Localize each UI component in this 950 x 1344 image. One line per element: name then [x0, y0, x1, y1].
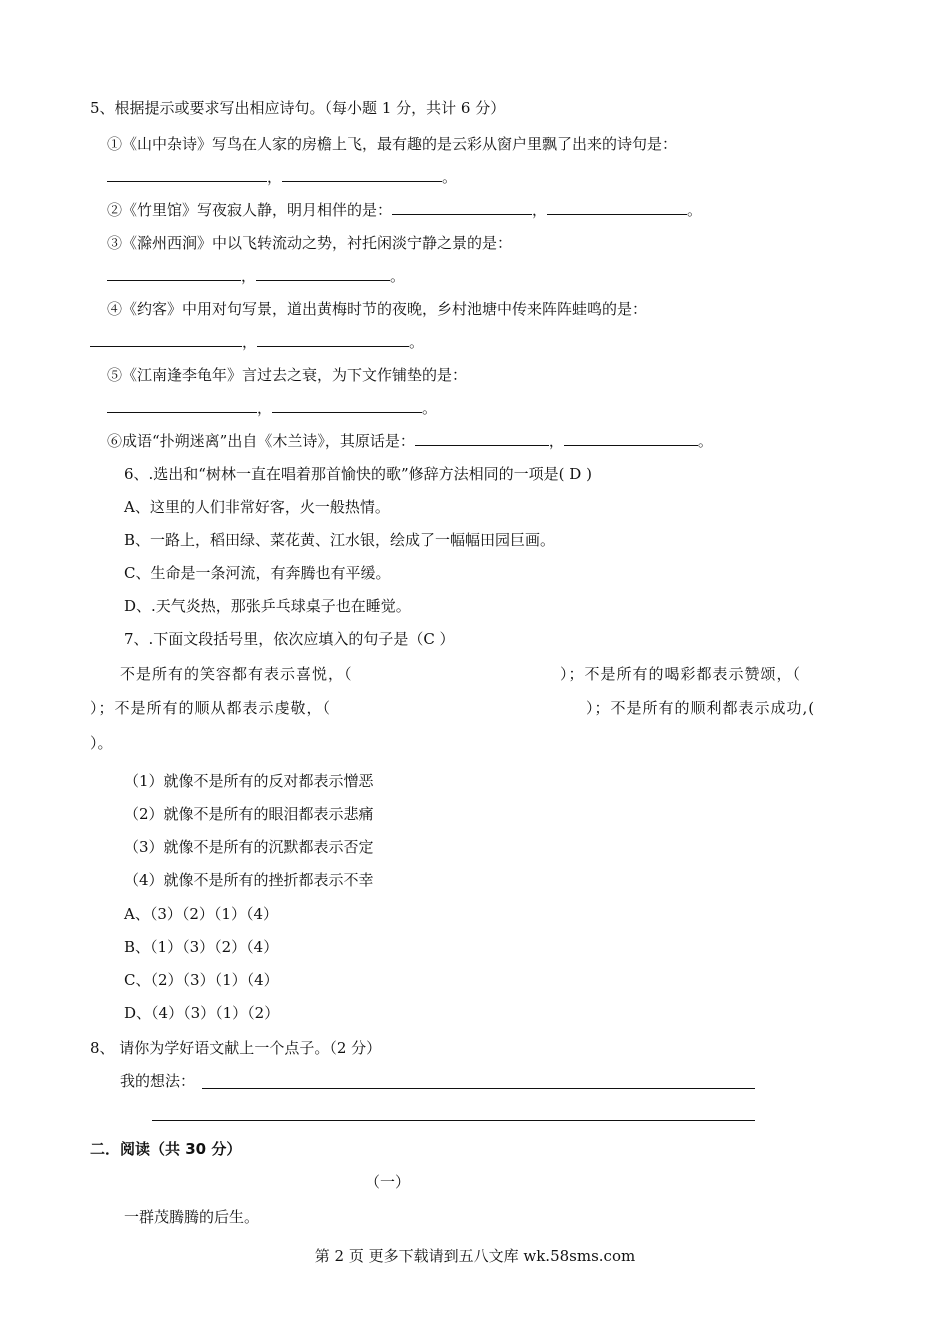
q5-item5-blank2[interactable]	[272, 398, 422, 413]
q5-item2-blank2[interactable]	[547, 200, 687, 215]
q7-option-d: D、（4）（3）（1）（2）	[124, 1004, 280, 1022]
q7-sentence-1: （1）就像不是所有的反对都表示憎恶	[124, 772, 374, 790]
q5-item6-blank2[interactable]	[564, 431, 698, 446]
q7-passage-line1: 不是所有的笑容都有表示喜悦，（ ）；不是所有的喝彩都表示赞颂，（	[120, 665, 802, 683]
q5-item4-blank2[interactable]	[257, 332, 409, 347]
q8-answer-line-1[interactable]	[202, 1088, 755, 1089]
q5-item4-prompt: ④《约客》中用对句写景，道出黄梅时节的夜晚，乡村池塘中传来阵阵蛙鸣的是：	[107, 300, 648, 318]
q5-item5-prompt: ⑤《江南逢李龟年》言过去之衰，为下文作铺垫的是：	[107, 366, 468, 384]
q5-item3-prompt: ③《滁州西涧》中以飞转流动之势，衬托闲淡宁静之景的是：	[107, 234, 513, 252]
q7-option-c: C、（2）（3）（1）（4）	[124, 971, 279, 989]
q5-item5-answer-row: ， 。	[107, 398, 437, 418]
q6-option-a: A、这里的人们非常好客，火一般热情。	[124, 498, 390, 516]
q5-item1-answer-row: ， 。	[107, 167, 457, 187]
q6-option-d: D、.天气炎热，那张乒乓球桌子也在睡觉。	[124, 597, 411, 615]
q5-item2-row: ②《竹里馆》写夜寂人静，明月相伴的是： ， 。	[107, 201, 703, 219]
q5-item1-prompt: ①《山中杂诗》写鸟在人家的房檐上飞，最有趣的是云彩从窗户里飘了出来的诗句是：	[107, 135, 678, 153]
reading-section-number: （一）	[365, 1173, 411, 1191]
q5-item3-blank1[interactable]	[107, 266, 241, 281]
q7-sentence-4: （4）就像不是所有的挫折都表示不幸	[124, 871, 374, 889]
q7-sentence-3: （3）就像不是所有的沉默都表示否定	[124, 838, 374, 856]
q7-title: 7、.下面文段括号里，依次应填入的句子是（C ）	[124, 630, 455, 648]
q8-title: 8、 请你为学好语文献上一个点子。（2 分）	[90, 1039, 382, 1057]
q7-option-b: B、（1）（3）（2）（4）	[124, 938, 279, 956]
q5-title: 5、根据提示或要求写出相应诗句。（每小题 1 分，共计 6 分）	[90, 99, 506, 117]
q6-option-b: B、一路上，稻田绿、菜花黄、江水银，绘成了一幅幅田园巨画。	[124, 531, 556, 549]
q5-item1-blank2[interactable]	[282, 167, 442, 182]
q7-passage-line3: ）。	[90, 734, 113, 752]
q5-item3-blank2[interactable]	[256, 266, 390, 281]
q5-item6-blank1[interactable]	[415, 431, 549, 446]
page-footer: 第 2 页 更多下载请到五八文库 wk.58sms.com	[314, 1247, 636, 1265]
q5-item4-blank1[interactable]	[90, 332, 242, 347]
reading-heading: 二．阅读（共 30 分）	[90, 1140, 242, 1158]
q5-item3-answer-row: ， 。	[107, 266, 405, 286]
q8-label: 我的想法：	[120, 1072, 196, 1090]
q7-option-a: A、（3）（2）（1）（4）	[124, 905, 279, 923]
q6-title: 6、.选出和“树林一直在唱着那首愉快的歌”修辞方法相同的一项是( D )	[124, 465, 592, 483]
q5-item4-answer-row: ， 。	[90, 332, 424, 352]
reading-first-line: 一群茂腾腾的后生。	[124, 1208, 260, 1226]
q7-passage-line2: ）；不是所有的顺从都表示虔敬，（ ）；不是所有的顺利都表示成功,(	[90, 699, 816, 717]
q5-item6-row: ⑥成语“扑朔迷离”出自《木兰诗》，其原话是： ， 。	[107, 432, 713, 450]
q6-option-c: C、生命是一条河流，有奔腾也有平缓。	[124, 564, 391, 582]
q5-item1-blank1[interactable]	[107, 167, 267, 182]
q5-item6-prompt: ⑥成语“扑朔迷离”出自《木兰诗》，其原话是：	[107, 432, 415, 450]
q5-item2-prompt: ②《竹里馆》写夜寂人静，明月相伴的是：	[107, 201, 393, 219]
q5-item2-blank1[interactable]	[392, 200, 532, 215]
q8-answer-line-2[interactable]	[152, 1120, 755, 1121]
q7-sentence-2: （2）就像不是所有的眼泪都表示悲痛	[124, 805, 374, 823]
q5-item5-blank1[interactable]	[107, 398, 257, 413]
